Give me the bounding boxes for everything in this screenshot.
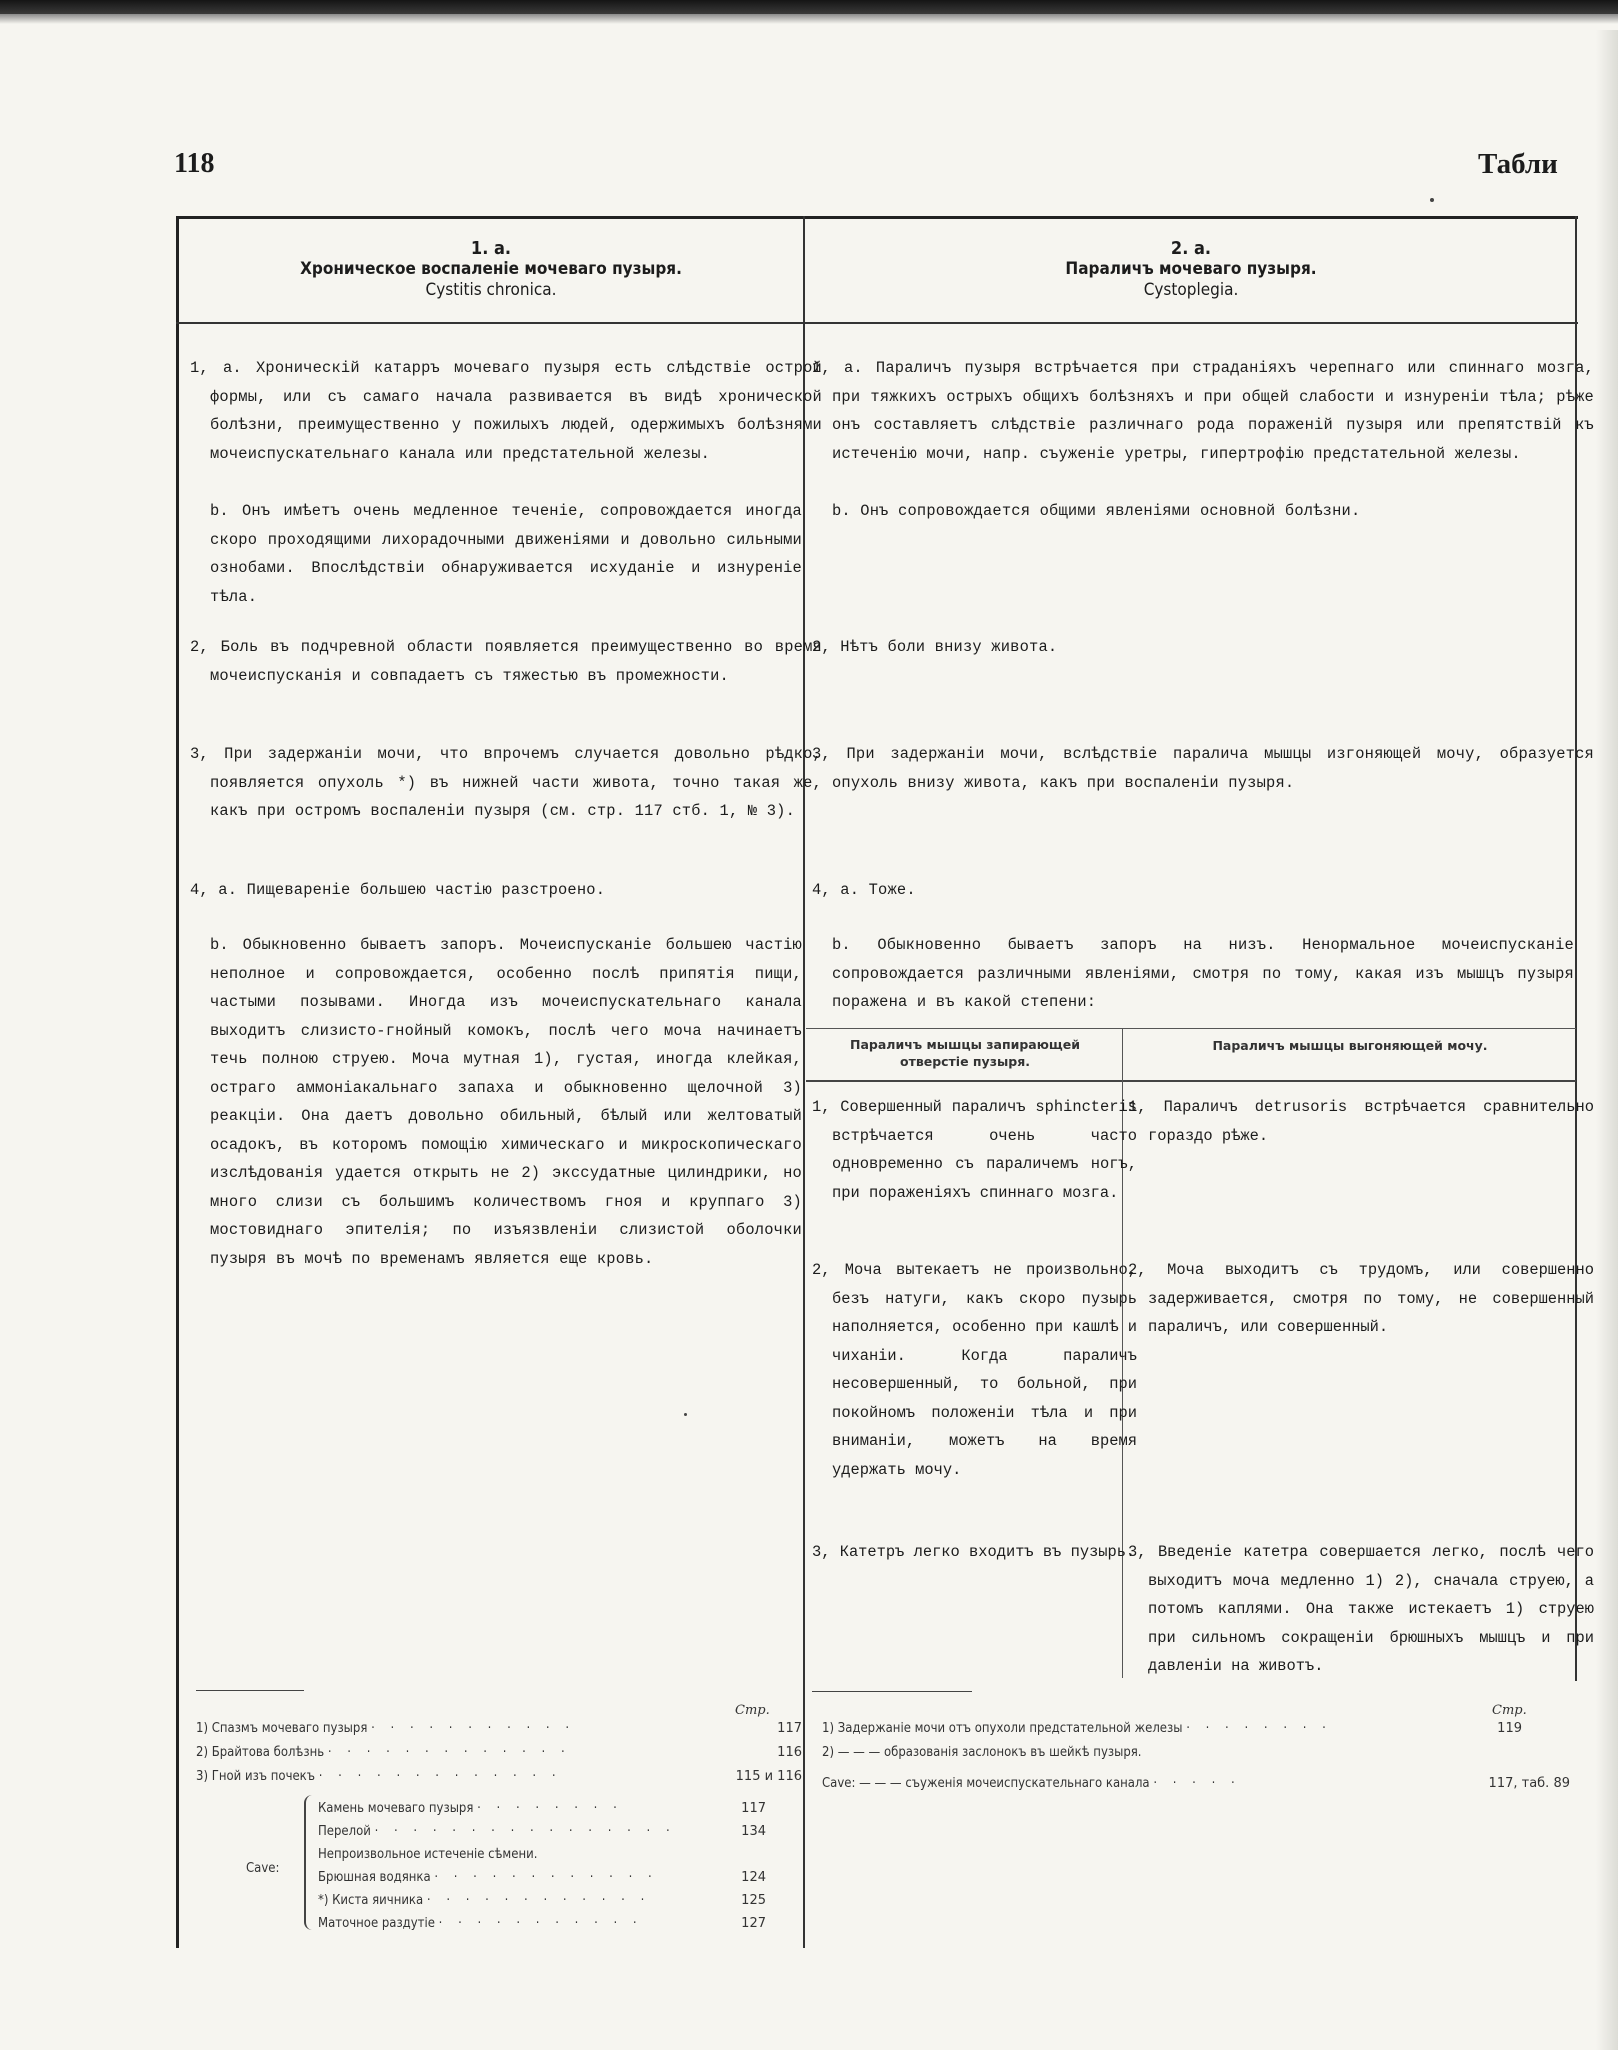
col2-para-3: 3, При задержаніи мочи, вслѣдствіе паралича мышцы изгоняющей мочу, образуется опухоль внизу живота, какъ при воспаленіи пузыря. — [812, 745, 1594, 792]
subtable-header-sphincter: Параличъ мышцы запирающей отверстіе пузыря. — [850, 1037, 1080, 1069]
footnote-right-1-page: 119 — [1497, 1721, 1522, 1736]
subtable-header-detrusor: Параличъ мышцы выгоняющей мочу. — [1212, 1038, 1488, 1053]
cave-item-1-page: 117 — [741, 1801, 766, 1816]
page-number: 118 — [174, 148, 215, 179]
footnote-left-1: 1) Спазмъ мочеваго пузыря · · · · · · · · · · · — [196, 1721, 576, 1736]
col1-para-2: 2, Боль въ подчревной области появляется преимущественно во время мочеиспусканія и совпадаетъ съ тяжестью въ промежности. — [190, 638, 822, 685]
cave-item-6: Маточное раздутіе · · · · · · · · · · · — [318, 1916, 643, 1931]
ink-speck — [684, 1413, 687, 1416]
col2-para-1a: 1, а. Параличъ пузыря встрѣчается при страданіяхъ черепнаго или спиннаго мозга, при тяжкихъ острыхъ общихъ болѣзняхъ и при общей слабости и изнуреніи тѣла; рѣже онъ составляетъ слѣдствіе различнаго рода пораженій пузыря или препятствій къ истеченію мочи, напр. съуженіе уретры, гипертрофію предстательной железы. — [812, 359, 1594, 463]
cave-item-4-page: 124 — [741, 1870, 766, 1885]
footnote-text: 2) — — — образованія заслонокъ въ шейкѣ пузыря. — [822, 1745, 1142, 1760]
footnote-text: 2) Брайтова болѣзнь — [196, 1745, 325, 1760]
cave-item-6-page: 127 — [741, 1916, 766, 1931]
footnote-rule-right — [812, 1691, 972, 1692]
column-2-header — [806, 238, 1576, 301]
cave-item-1: Камень мочеваго пузыря · · · · · · · · — [318, 1801, 623, 1816]
footnote-left-3-page: 115 и 116 — [735, 1769, 802, 1784]
footnote-str-label-left: Стр. — [735, 1703, 770, 1718]
footnote-text: 3) Гной изъ почекъ — [196, 1769, 316, 1784]
cave-text: *) Киста яичника — [318, 1893, 424, 1908]
footnote-text: Cave: — — — съуженія мочеиспускательнаго канала — [822, 1776, 1150, 1791]
sub-right-3: 3, Введеніе катетра совершается легко, послѣ чего выходитъ моча медленно 1) 2), сначала струею, а потомъ каплями. Она также истекаетъ 1) струею при сильномъ сокращеніи брюшныхъ мышцъ и при давленіи на животъ. — [1128, 1543, 1594, 1675]
cave-item-5: *) Киста яичника · · · · · · · · · · · · — [318, 1893, 651, 1908]
column-2-number: 2. а. — [1170, 238, 1212, 259]
subtable-header-rule — [806, 1080, 1576, 1082]
col2-para-2: 2, Нѣтъ боли внизу живота. — [812, 638, 1058, 656]
table-left-rule — [176, 216, 179, 1948]
ink-speck — [1430, 198, 1434, 202]
footnote-text: 1) Спазмъ мочеваго пузыря — [196, 1721, 368, 1736]
column-1-title: Хроническое воспаленіе мочеваго пузыря. — [300, 259, 682, 279]
table-top-rule — [176, 216, 1578, 219]
footnote-right-2 — [822, 1741, 1142, 1764]
cave-text: Брюшная водянка — [318, 1870, 431, 1885]
sub-right-2: 2, Моча выходитъ съ трудомъ, или совершенно задерживается, смотря по тому, не совершенный параличъ, или совершенный. — [1128, 1261, 1594, 1336]
footnote-left-2: 2) Брайтова болѣзнь · · · · · · · · · · · · · — [196, 1745, 571, 1760]
col2-para-1b: b. Онъ сопровождается общими явленіями основной болѣзни. — [832, 502, 1361, 520]
footnote-left-1-page: 117 — [777, 1721, 802, 1736]
footnote-right-3-page: 117, таб. 89 — [1488, 1776, 1570, 1791]
footnote-right-1: 1) Задержаніе мочи отъ опухоли предстательной железы · · · · · · · · — [822, 1721, 1332, 1736]
header-rule — [176, 322, 1578, 324]
footnote-left-3: 3) Гной изъ почекъ · · · · · · · · · · · · · — [196, 1769, 562, 1784]
col1-para-1a: 1, а. Хроническій катарръ мочеваго пузыря есть слѣдствіе острой формы, или съ самаго начала развивается въ видѣ хронической болѣзни, преимущественно у пожилыхъ людей, одержимыхъ болѣзнями мочеиспускательнаго канала или предстательной железы. — [190, 359, 822, 463]
sub-left-1: 1, Совершенный параличъ sphincteris встрѣчается очень часто одновременно съ параличемъ ногъ, при пораженіяхъ спиннаго мозга. — [812, 1098, 1137, 1202]
subtable-top-rule — [806, 1028, 1576, 1029]
cave-item-4: Брюшная водянка · · · · · · · · · · · · — [318, 1870, 658, 1885]
cave-text: Маточное раздутіе — [318, 1916, 435, 1931]
column-2-latin: Cystoplegia. — [1143, 280, 1239, 300]
cave-item-2-page: 134 — [741, 1824, 766, 1839]
col1-para-3: 3, При задержаніи мочи, что впрочемъ случается довольно рѣдко, появляется опухоль *) въ нижней части живота, точно такая же, какъ при остромъ воспаленіи пузыря (см. стр. 117 стб. 1, № 3). — [190, 745, 822, 820]
footnote-left-2-page: 116 — [777, 1745, 802, 1760]
cave-label-left: Cave: — [246, 1861, 280, 1876]
footnote-rule-left — [196, 1690, 304, 1691]
page-right-edge — [1596, 30, 1618, 2050]
col2-para-4b: b. Обыкновенно бываетъ запоръ на низъ. Ненормальное мочеиспусканіе сопровождается различными явленіями, смотря по тому, какая изъ мышцъ пузыря поражена и въ какой степени: — [832, 936, 1574, 1011]
col1-para-4a: 4, а. Пищевареніе большею частію разстроено. — [190, 881, 606, 899]
col1-para-1b: b. Онъ имѣетъ очень медленное теченіе, сопровождается иногда скоро проходящими лихорадочными движеніями и довольно сильными ознобами. Впослѣдствіи обнаруживается исхуданіе и изнуреніе тѣла. — [210, 502, 802, 606]
column-2-title: Параличъ мочеваго пузыря. — [1065, 259, 1317, 279]
sub-right-1: 1, Параличъ detrusoris встрѣчается сравнительно гораздо рѣже. — [1128, 1098, 1594, 1145]
col1-para-4b: b. Обыкновенно бываетъ запоръ. Мочеиспусканіе большею частію неполное и сопровождается, особенно послѣ припятія пищи, частыми позывами. Иногда изъ мочеиспускательнаго канала выходитъ слизисто-гнойный комокъ, послѣ чего моча начинаетъ течь полною струею. Моча мутная 1), густая, иногда клейкая, остраго аммоніакальнаго запаха и обыкновенно щелочной 3) реакціи. Она даетъ довольно обильный, бѣлый или желтоватый осадокъ, въ которомъ помощію химическаго и микроскопическаго изслѣдованія удается открыть не 2) экссудатные цилиндрики, но много слизи съ большимъ количествомъ гноя и круппаго 3) мостовиднаго эпителія; по изъязвленіи слизистой оболочки пузыря въ мочѣ по временамъ является еще кровь. — [210, 936, 802, 1268]
cave-text: Камень мочеваго пузыря — [318, 1801, 474, 1816]
col2-para-4a: 4, а. Тоже. — [812, 881, 916, 899]
footnote-str-label-right: Стр. — [1492, 1703, 1527, 1718]
column-1-header — [180, 238, 802, 301]
cave-item-5-page: 125 — [741, 1893, 766, 1908]
column-divider — [803, 216, 805, 1948]
cave-text: Перелой — [318, 1824, 371, 1839]
column-1-number: 1. а. — [470, 238, 512, 259]
footnote-text: 1) Задержаніе мочи отъ опухоли предстательной железы — [822, 1721, 1183, 1736]
sub-left-3: 3, Катетръ легко входитъ въ пузырь. — [812, 1543, 1136, 1561]
page-top-shadow — [0, 0, 1618, 14]
running-header: Табли — [1478, 148, 1558, 180]
cave-item-2: Перелой · · · · · · · · · · · · · · · · — [318, 1824, 676, 1839]
column-1-latin: Cystitis chronica. — [425, 280, 557, 300]
page-top-shadow-fade — [0, 14, 1618, 24]
cave-text: Непроизвольное истеченіе сѣмени. — [318, 1847, 538, 1862]
cave-item-3 — [318, 1843, 537, 1866]
cave-brace — [304, 1795, 316, 1930]
footnote-right-3: Cave: — — — съуженія мочеиспускательнаго канала · · · · · — [822, 1776, 1241, 1791]
sub-left-2: 2, Моча вытекаетъ не произвольно, безъ натуги, какъ скоро пузырь наполняется, особенно при кашлѣ и чиханіи. Когда параличъ несовершенный, то больной, при покойномъ положеніи тѣла и при вниманіи, можетъ на время удержать мочу. — [812, 1261, 1137, 1479]
